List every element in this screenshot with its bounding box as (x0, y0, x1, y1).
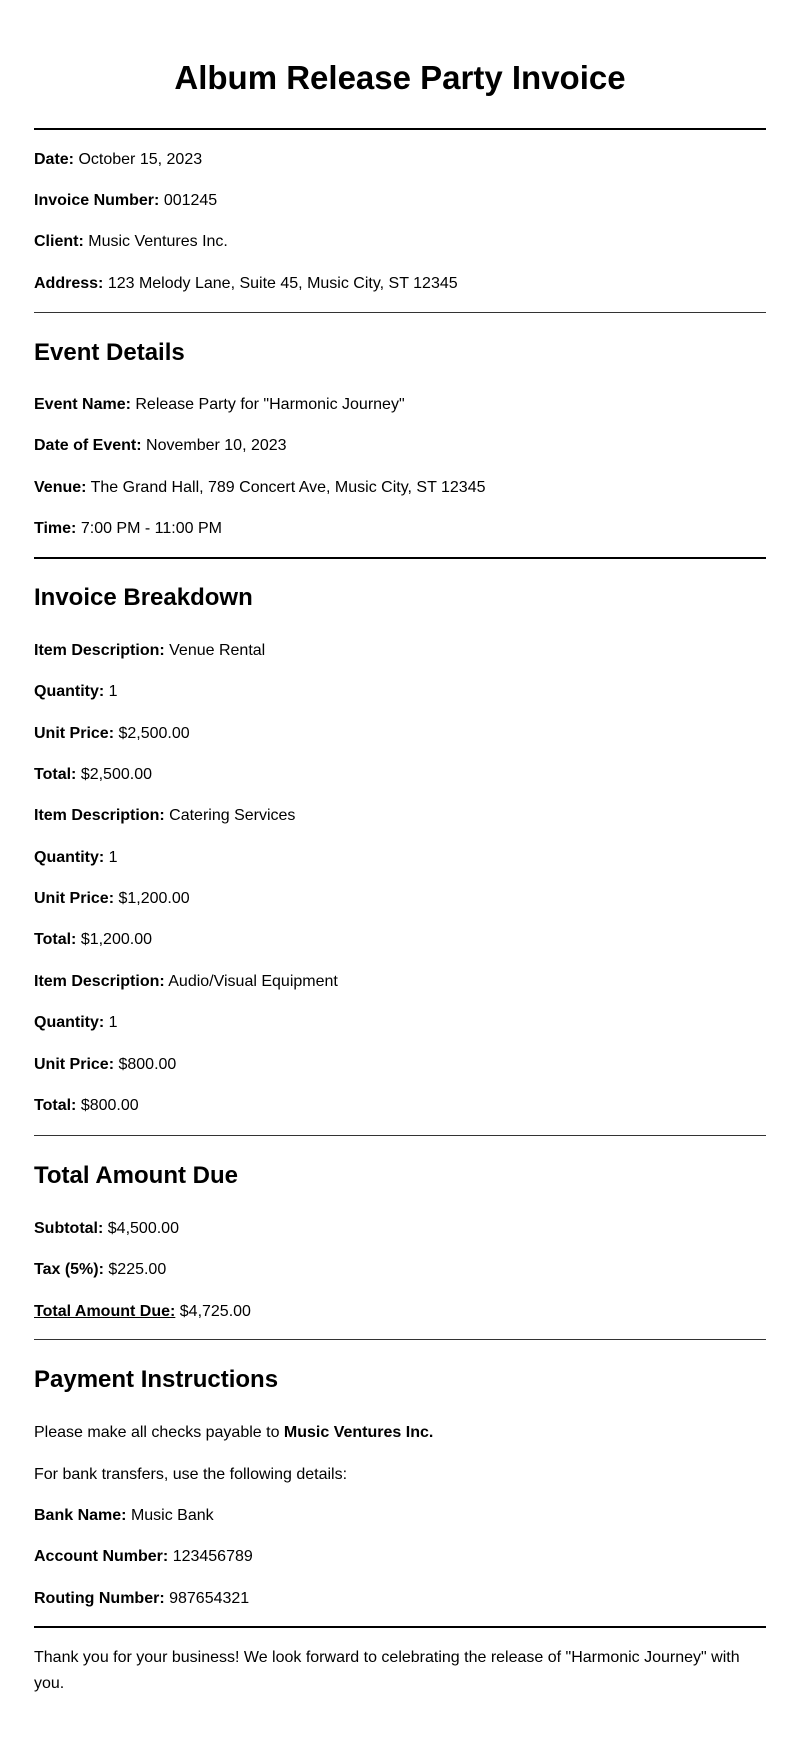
date-label: Date: (34, 151, 75, 168)
line-item-quantity (34, 1013, 766, 1033)
line-item-total (34, 765, 766, 785)
invoice-number-label: Invoice Number: (34, 192, 160, 209)
venue-value: The Grand Hall, 789 Concert Ave, Music City, ST 12345 (90, 479, 486, 496)
event-name-row (34, 395, 766, 415)
time-label: Time: (34, 520, 77, 537)
divider (34, 557, 766, 559)
invoice-breakdown-heading: Invoice Breakdown (34, 584, 253, 611)
divider (34, 1626, 766, 1628)
description-value: Venue Rental (169, 642, 266, 659)
bank-name-row (34, 1506, 766, 1526)
description-value: Catering Services (169, 807, 296, 824)
unit-price-label: Unit Price: (34, 1056, 115, 1073)
line-item-description (34, 641, 766, 661)
client-row (34, 232, 766, 252)
routing-number-row (34, 1589, 766, 1609)
quantity-value: 1 (108, 849, 118, 866)
amount-due-label: Total Amount Due: (34, 1303, 176, 1320)
description-label: Item Description: (34, 642, 165, 659)
venue-row (34, 478, 766, 498)
subtotal-label: Subtotal: (34, 1220, 104, 1237)
routing-number-label: Routing Number: (34, 1590, 165, 1607)
event-date-label: Date of Event: (34, 437, 142, 454)
unit-price-label: Unit Price: (34, 725, 115, 742)
unit-price-value: $2,500.00 (118, 725, 190, 742)
event-details-heading: Event Details (34, 339, 185, 366)
date-row (34, 150, 766, 170)
divider (34, 312, 766, 313)
unit-price-value: $1,200.00 (118, 890, 190, 907)
total-label: Total: (34, 931, 77, 948)
address-row (34, 274, 766, 294)
page-title: Album Release Party Invoice (174, 59, 626, 96)
checks-text: Please make all checks payable to (34, 1424, 284, 1441)
invoice-number-row (34, 191, 766, 211)
total-value: $800.00 (80, 1097, 139, 1114)
date-value: October 15, 2023 (78, 151, 203, 168)
description-value: Audio/Visual Equipment (168, 973, 338, 990)
total-value: $1,200.00 (80, 931, 152, 948)
routing-number-value: 987654321 (169, 1590, 250, 1607)
line-item-unit-price (34, 889, 766, 909)
line-item-unit-price (34, 1055, 766, 1075)
description-label: Item Description: (34, 807, 165, 824)
event-date-value: November 10, 2023 (146, 437, 287, 454)
event-name-value: Release Party for "Harmonic Journey" (135, 396, 405, 413)
address-label: Address: (34, 275, 104, 292)
tax-row (34, 1260, 766, 1280)
line-item-total (34, 1096, 766, 1116)
line-item-total (34, 930, 766, 950)
event-name-label: Event Name: (34, 396, 131, 413)
unit-price-label: Unit Price: (34, 890, 115, 907)
bank-name-value: Music Bank (130, 1507, 214, 1524)
invoice-number-value: 001245 (163, 192, 218, 209)
line-item-description (34, 806, 766, 826)
account-number-row (34, 1547, 766, 1567)
client-label: Client: (34, 233, 84, 250)
unit-price-value: $800.00 (118, 1056, 177, 1073)
amount-due-value: $4,725.00 (179, 1303, 251, 1320)
bank-name-label: Bank Name: (34, 1507, 127, 1524)
account-number-value: 123456789 (172, 1548, 253, 1565)
description-label: Item Description: (34, 973, 165, 990)
payment-instructions-heading: Payment Instructions (34, 1366, 279, 1393)
total-label: Total: (34, 766, 77, 783)
checks-payee: Music Ventures Inc. (283, 1424, 434, 1441)
line-item-quantity (34, 682, 766, 702)
event-date-row (34, 436, 766, 456)
checks-payable-row (34, 1423, 766, 1443)
divider (34, 1339, 766, 1340)
client-value: Music Ventures Inc. (88, 233, 228, 250)
quantity-value: 1 (108, 683, 118, 700)
line-item-quantity (34, 848, 766, 868)
time-row (34, 519, 766, 539)
tax-value: $225.00 (108, 1261, 167, 1278)
address-value: 123 Melody Lane, Suite 45, Music City, ST 12345 (107, 275, 458, 292)
thank-you-note: Thank you for your business! We look forward to celebrating the release of "Harmonic Journey" with you. (34, 1649, 740, 1692)
tax-label: Tax (5%): (34, 1261, 104, 1278)
total-value: $2,500.00 (80, 766, 152, 783)
line-item-description (34, 972, 766, 992)
subtotal-row (34, 1219, 766, 1239)
quantity-label: Quantity: (34, 849, 105, 866)
amount-due-row (34, 1302, 766, 1322)
divider (34, 128, 766, 130)
quantity-label: Quantity: (34, 1014, 105, 1031)
quantity-label: Quantity: (34, 683, 105, 700)
account-number-label: Account Number: (34, 1548, 169, 1565)
bank-transfer-note: For bank transfers, use the following details: (34, 1466, 348, 1483)
divider (34, 1135, 766, 1136)
subtotal-value: $4,500.00 (107, 1220, 179, 1237)
quantity-value: 1 (108, 1014, 118, 1031)
venue-label: Venue: (34, 479, 87, 496)
time-value: 7:00 PM - 11:00 PM (80, 520, 222, 537)
total-amount-heading: Total Amount Due (34, 1162, 238, 1189)
line-item-unit-price (34, 724, 766, 744)
total-label: Total: (34, 1097, 77, 1114)
